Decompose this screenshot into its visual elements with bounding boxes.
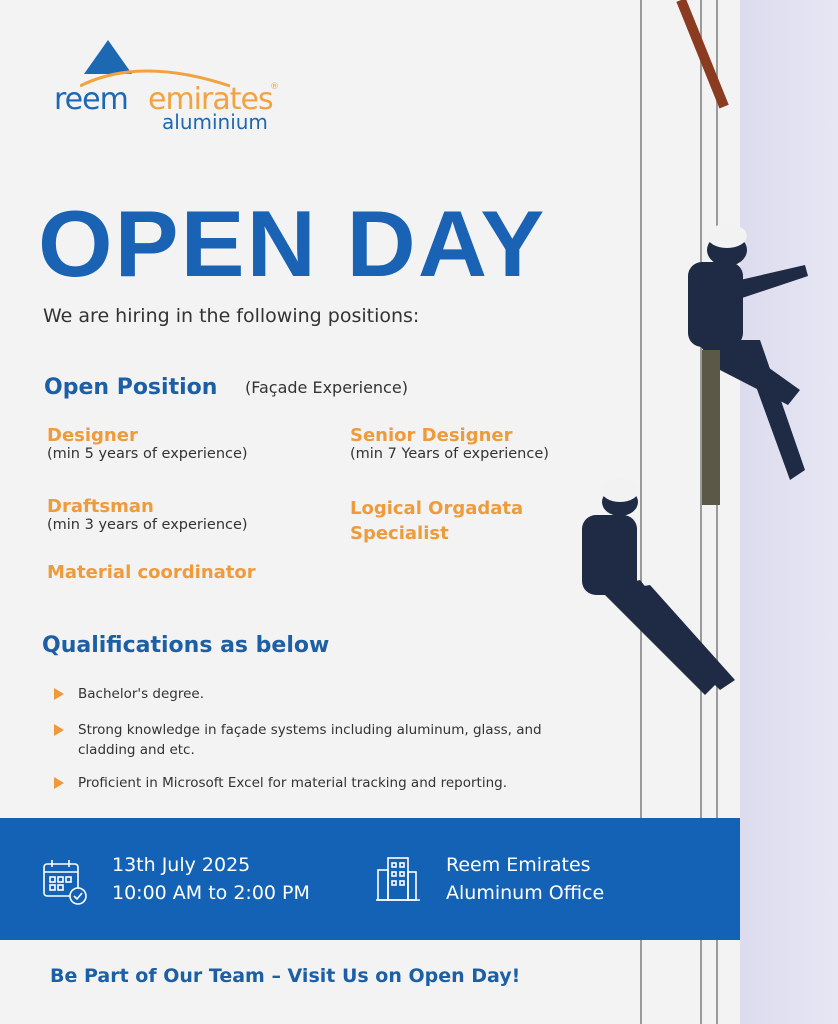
event-time: 10:00 AM to 2:00 PM (112, 882, 310, 904)
building-icon (374, 856, 422, 904)
logo-text-emirates: emirates (148, 82, 273, 117)
bullet-icon (54, 688, 64, 700)
venue-line-1: Reem Emirates (446, 854, 591, 876)
position-requirement: (min 7 Years of experience) (350, 446, 549, 462)
position-title: Draftsman (47, 496, 154, 517)
position-requirement: (min 3 years of experience) (47, 517, 248, 533)
bullet-icon (54, 724, 64, 736)
position-requirement: (min 5 years of experience) (47, 446, 248, 462)
position-senior-designer (350, 425, 549, 462)
footer-tagline: Be Part of Our Team – Visit Us on Open Day! (50, 965, 521, 987)
qualification-item: Strong knowledge in façade systems including aluminum, glass, and cladding and etc. (54, 720, 544, 760)
qualification-item: Proficient in Microsoft Excel for material tracking and reporting. (54, 773, 507, 793)
position-draftsman (47, 496, 248, 533)
venue-line-2: Aluminum Office (446, 882, 605, 904)
open-position-note: (Façade Experience) (245, 378, 408, 397)
position-material-coordinator (47, 562, 256, 583)
beam (676, 0, 728, 108)
qualification-item: Bachelor's degree. (54, 684, 204, 704)
open-position-heading: Open Position (44, 375, 218, 400)
position-designer (47, 425, 248, 462)
position-orgadata-specialist (350, 496, 550, 546)
position-title: Logical Orgadata Specialist (350, 498, 524, 544)
qualifications-heading: Qualifications as below (42, 633, 330, 658)
climbers-illustration (570, 210, 830, 730)
logo-text-aluminium: aluminium (162, 110, 268, 134)
event-info-band (0, 818, 740, 940)
calendar-icon (42, 858, 90, 906)
logo-mark-icon (80, 38, 240, 88)
bullet-icon (54, 777, 64, 789)
logo-registered: ® (270, 82, 279, 92)
subtitle: We are hiring in the following positions: (43, 305, 420, 327)
event-date: 13th July 2025 (112, 854, 251, 876)
position-title: Designer (47, 425, 138, 446)
page-title: OPEN DAY (38, 191, 547, 296)
position-title: Senior Designer (350, 425, 513, 446)
position-title: Material coordinator (47, 562, 256, 583)
logo-text-reem: reem (54, 82, 128, 117)
